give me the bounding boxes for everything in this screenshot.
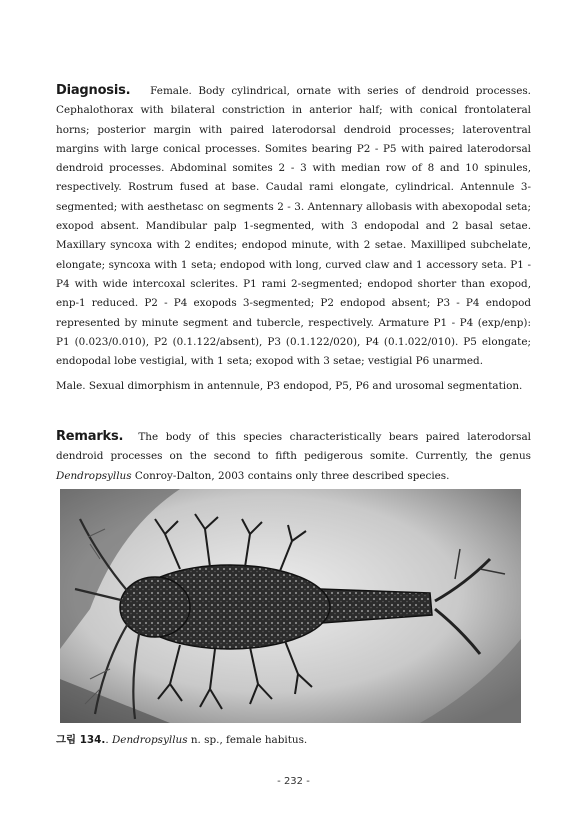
figure-label-suffix: . <box>105 734 109 746</box>
habitus-figure <box>60 489 521 723</box>
figure-taxon: Dendropsyllus <box>111 734 188 746</box>
page-number: - 232 - <box>277 776 310 787</box>
figure-caption-text: n. sp., female habitus. <box>190 734 308 746</box>
male-paragraph: Male. Sexual dimorphism in antennule, P3 endopod, P5, P6 and urosomal segmentation. <box>56 380 523 392</box>
habitus-micrograph <box>60 489 521 723</box>
diagnosis-text: Female. Body cylindrical, ornate with series of dendroid processes. Cephalothorax with bilateral constriction in anterior half; with conical frontolateral horns; posterior margin with paired laterodorsal dendroid processes; lateroventral margins with large conical processes. Somites bearing P2 - P5 with paired laterodorsal dendroid processes. Abdominal somites 2 - 3 with median row of 8 and 10 spinules, respectively. Rostrum fused at base. Caudal rami elongate, cylindrical. Antennule 3-segmented; with aesthetasc on segments 2 - 3. Antennary allobasis with abexopodal seta; exopod absent. Mandibular palp 1-segmented, with 3 endopodal and 2 basal setae. Maxillary syncoxa with 2 endites; endopod minute, with 2 setae. Maxilliped subchelate, elongate; syncoxa with 1 seta; endopod with long, curved claw and 1 accessory seta. P1 - P4 with wide intercoxal sclerites. P1 rami 2-segmented; endopod shorter than exopod, enp-1 reduced. P2 - P4 exopods 3-segmented; P2 endopod absent; P3 - P4 endopod represented by minute segment and tubercle, respectively. Armature P1 - P4 (exp/enp): P1 (0.023/0.010), P2 (0.1.122/absent), P3 (0.1.122/020), P4 (0.1.022/010). P5 elongate; endopodal lobe vestigial, with 1 seta; exopod with 3 setae; vestigial P6 unarmed. <box>56 85 531 368</box>
diagnosis-paragraph <box>56 81 531 371</box>
remarks-text-after: Conroy-Dalton, 2003 contains only three described species. <box>134 469 450 482</box>
diagnosis-heading: Diagnosis. <box>56 83 131 98</box>
figure-caption <box>56 731 307 746</box>
figure-label: 그림 134. <box>56 734 106 746</box>
remarks-heading: Remarks. <box>56 429 124 444</box>
remarks-paragraph <box>56 427 531 486</box>
remarks-genus: Dendropsyllus <box>56 469 132 482</box>
remarks-text-before: The body of this species characteristically bears paired laterodorsal dendroid processes on the second to fifth pedigerous somite. Currently, the genus <box>56 431 531 463</box>
